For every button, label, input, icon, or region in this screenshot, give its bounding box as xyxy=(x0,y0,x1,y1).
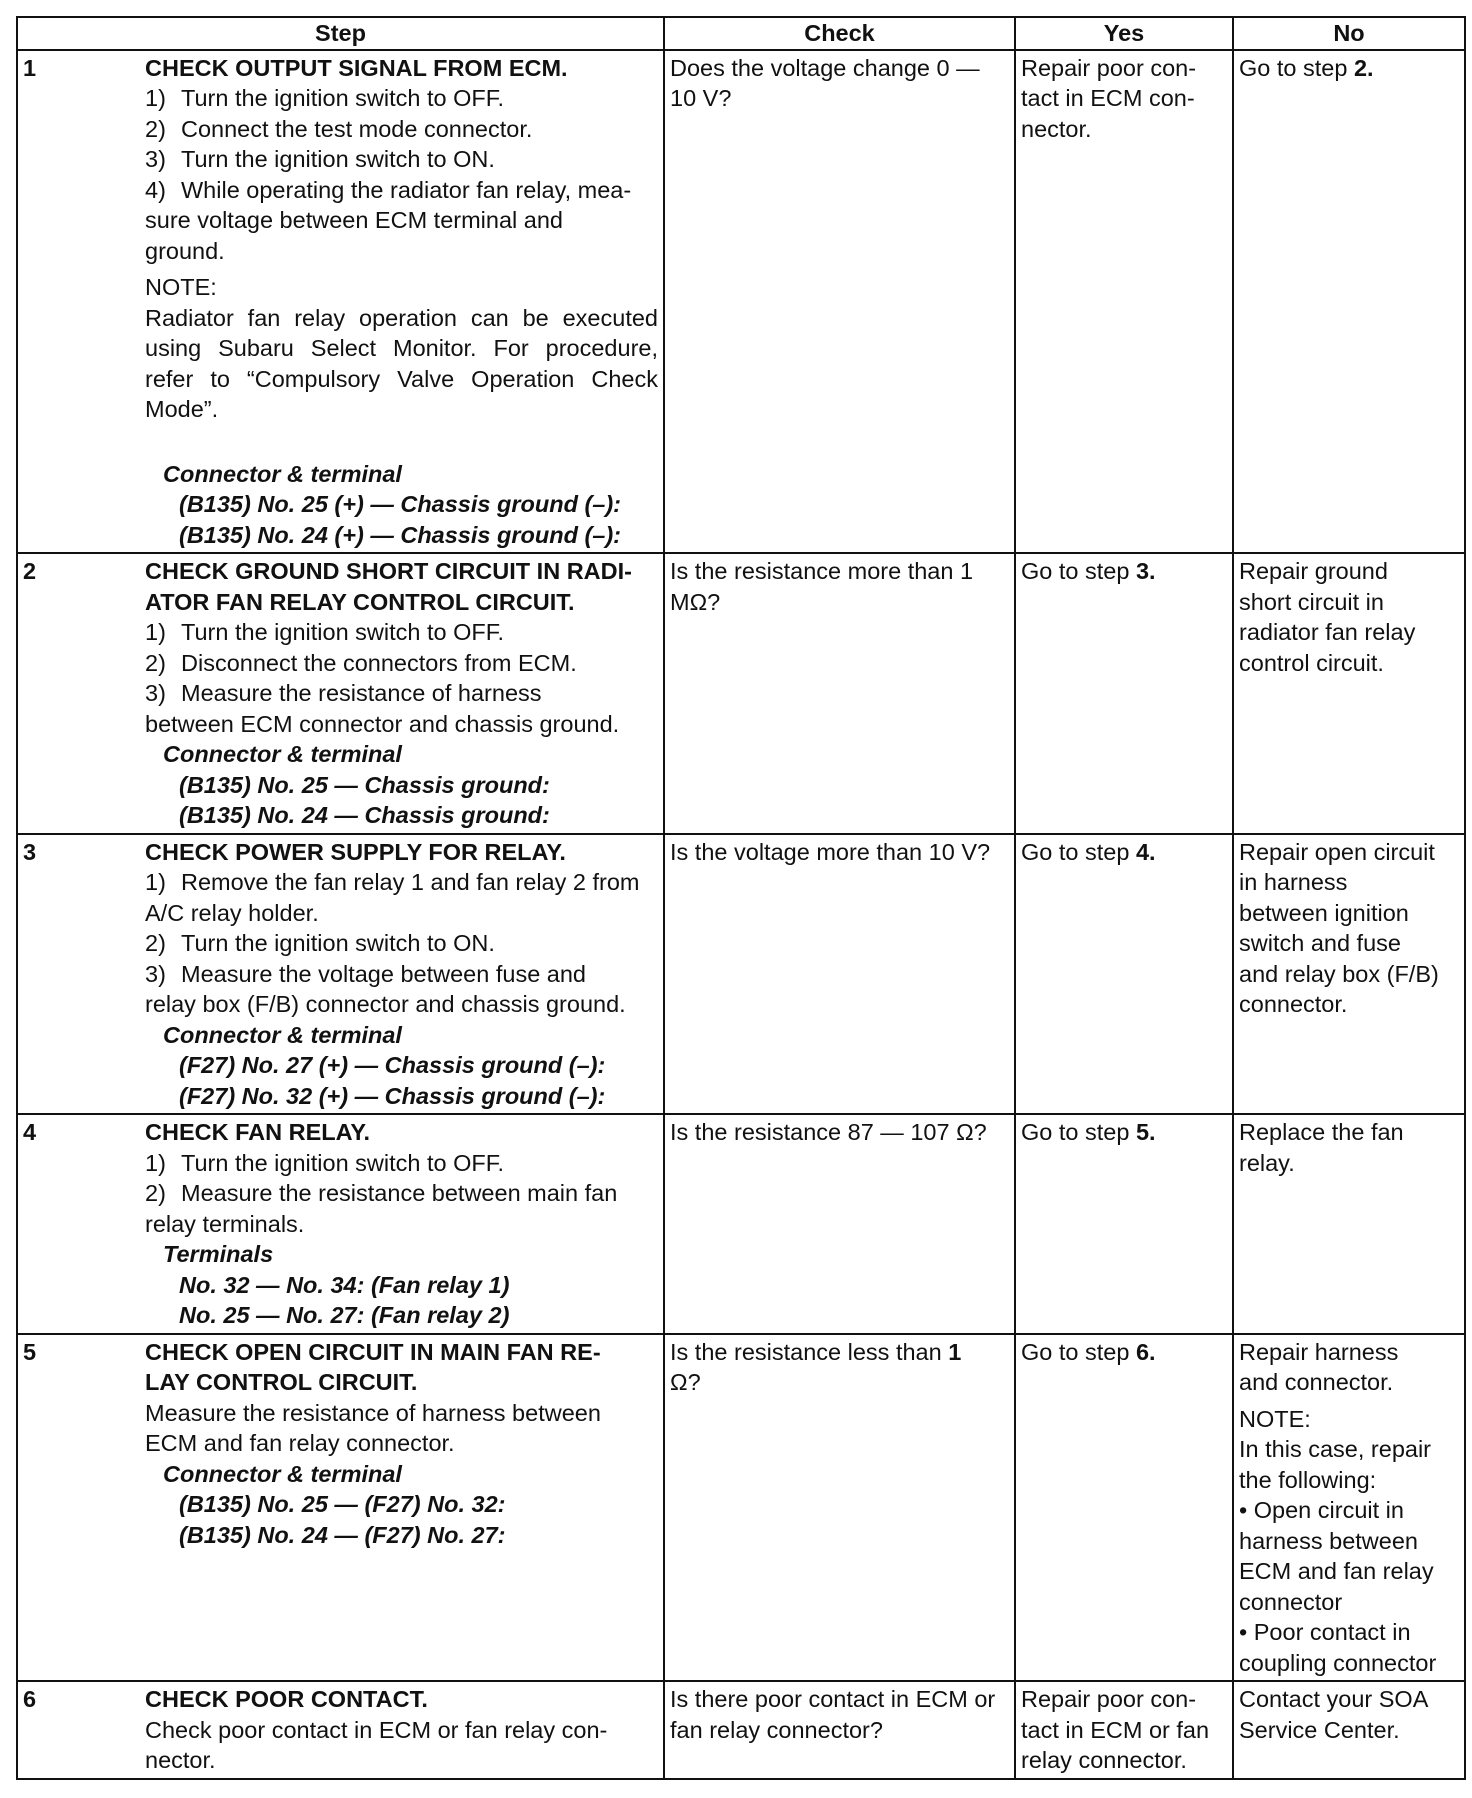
step-title: CHECK GROUND SHORT CIRCUIT IN RADI- xyxy=(145,558,632,584)
table-row xyxy=(17,834,1465,1115)
terminals-line: No. 32 — No. 34: (Fan relay 1) xyxy=(179,1271,510,1298)
diagnostic-table xyxy=(16,16,1466,1780)
note-label: NOTE: xyxy=(145,274,217,300)
step-number: 5 xyxy=(23,1338,37,1365)
step-cell xyxy=(17,1114,664,1334)
step-text: Check poor contact in ECM or fan relay con- xyxy=(145,1716,608,1743)
step-cell xyxy=(17,553,664,834)
table-row xyxy=(17,1114,1465,1334)
step-item: 2) Turn the ignition switch to ON. xyxy=(145,930,495,956)
step-title: CHECK OPEN CIRCUIT IN MAIN FAN RE- xyxy=(145,1338,601,1365)
connector-terminal-line: (F27) No. 27 (+) — Chassis ground (–): xyxy=(179,1052,606,1078)
step-cell xyxy=(17,1334,664,1682)
yes-cell: Repair poor con- tact in ECM con- nector. xyxy=(1015,50,1233,554)
step-item: 4) While operating the radiator fan relay, mea- xyxy=(145,176,632,203)
bullet-item: • Open circuit in harness between ECM and fan relay connector xyxy=(1239,1497,1434,1615)
step-item: 2) Measure the resistance between main fan xyxy=(145,1180,618,1206)
step-number: 3 xyxy=(23,838,37,865)
no-cell: Repair open circuit in harness between ignition switch and fuse and relay box (F/B) connector. xyxy=(1233,834,1465,1115)
connector-terminal-label: Connector & terminal xyxy=(163,460,402,487)
yes-cell: Go to step 3. xyxy=(1015,553,1233,834)
step-title: CHECK OUTPUT SIGNAL FROM ECM. xyxy=(145,54,568,81)
step-title: CHECK POOR CONTACT. xyxy=(145,1686,428,1712)
no-cell: Repair harness and connector. NOTE: In this case, repair the following: • Open circuit in harness between ECM and fan relay connector • Poor contact in coupling connector xyxy=(1233,1334,1465,1682)
step-number: 1 xyxy=(23,54,37,81)
step-number: 6 xyxy=(23,1686,37,1712)
yes-cell: Go to step 4. xyxy=(1015,834,1233,1115)
note-text: Radiator fan relay operation can be executed using Subaru Select Monitor. For procedure, refer to “Compulsory Valve Operation Check Mode”. xyxy=(145,304,658,422)
step-item: 3) Turn the ignition switch to ON. xyxy=(145,146,495,172)
step-item: 3) Measure the voltage between fuse and xyxy=(145,960,586,987)
connector-terminal-line: (B135) No. 25 — (F27) No. 32: xyxy=(179,1491,506,1517)
terminals-label: Terminals xyxy=(163,1241,274,1267)
header-yes: Yes xyxy=(1015,17,1233,50)
header-check: Check xyxy=(664,17,1015,50)
step-cell xyxy=(17,834,664,1115)
connector-terminal-label: Connector & terminal xyxy=(163,1460,402,1487)
step-title: CHECK FAN RELAY. xyxy=(145,1119,371,1145)
header-no: No xyxy=(1233,17,1465,50)
check-cell: Is the voltage more than 10 V? xyxy=(664,834,1015,1115)
step-text: Measure the resistance of harness between xyxy=(145,1399,601,1426)
step-item: 1) Turn the ignition switch to OFF. xyxy=(145,1149,505,1176)
check-cell: Is the resistance 87 — 107 Ω? xyxy=(664,1114,1015,1334)
yes-cell: Go to step 6. xyxy=(1015,1334,1233,1682)
step-item-cont: sure voltage between ECM terminal and xyxy=(145,207,563,233)
no-cell: Repair ground short circuit in radiator fan relay control circuit. xyxy=(1233,553,1465,834)
step-item: 1) Remove the fan relay 1 and fan relay 2 from xyxy=(145,869,640,895)
step-number: 4 xyxy=(23,1119,37,1145)
step-item-cont: relay terminals. xyxy=(145,1210,305,1237)
yes-cell: Go to step 5. xyxy=(1015,1114,1233,1334)
step-number: 2 xyxy=(23,558,37,584)
step-item: 2) Disconnect the connectors from ECM. xyxy=(145,649,577,676)
step-item-cont: ground. xyxy=(145,237,225,264)
check-cell: Is the resistance less than 1 Ω? xyxy=(664,1334,1015,1682)
table-row xyxy=(17,553,1465,834)
bullet-item: • Poor contact in coupling connector xyxy=(1239,1619,1437,1676)
no-cell: Go to step 2. xyxy=(1233,50,1465,554)
table-row xyxy=(17,50,1465,554)
table-row xyxy=(17,1334,1465,1682)
step-title: ATOR FAN RELAY CONTROL CIRCUIT. xyxy=(145,588,575,615)
no-cell: Contact your SOA Service Center. xyxy=(1233,1681,1465,1779)
step-item: 1) Turn the ignition switch to OFF. xyxy=(145,619,505,645)
step-cell xyxy=(17,1681,664,1779)
check-cell: Is there poor contact in ECM or fan relay connector? xyxy=(664,1681,1015,1779)
step-item-cont: A/C relay holder. xyxy=(145,899,319,926)
connector-terminal-line: (B135) No. 24 (+) — Chassis ground (–): xyxy=(179,521,622,548)
step-title: CHECK POWER SUPPLY FOR RELAY. xyxy=(145,838,566,865)
step-item: 2) Connect the test mode connector. xyxy=(145,115,533,142)
table-row xyxy=(17,1681,1465,1779)
step-item: 3) Measure the resistance of harness xyxy=(145,680,542,706)
yes-cell: Repair poor con- tact in ECM or fan relay connector. xyxy=(1015,1681,1233,1779)
step-item-cont: between ECM connector and chassis ground. xyxy=(145,710,620,737)
connector-terminal-line: (B135) No. 24 — (F27) No. 27: xyxy=(179,1521,506,1548)
connector-terminal-line: (F27) No. 32 (+) — Chassis ground (–): xyxy=(179,1082,606,1109)
connector-terminal-label: Connector & terminal xyxy=(163,741,402,767)
step-text: ECM and fan relay connector. xyxy=(145,1430,455,1456)
header-row xyxy=(17,17,1465,50)
check-cell: Is the resistance more than 1 MΩ? xyxy=(664,553,1015,834)
check-cell: Does the voltage change 0 — 10 V? xyxy=(664,50,1015,554)
step-item-cont: relay box (F/B) connector and chassis ground. xyxy=(145,991,626,1017)
connector-terminal-label: Connector & terminal xyxy=(163,1021,402,1048)
note-label: NOTE: xyxy=(1239,1405,1311,1432)
connector-terminal-line: (B135) No. 24 — Chassis ground: xyxy=(179,802,550,828)
connector-terminal-line: (B135) No. 25 (+) — Chassis ground (–): xyxy=(179,491,622,517)
terminals-line: No. 25 — No. 27: (Fan relay 2) xyxy=(179,1302,510,1328)
step-title: LAY CONTROL CIRCUIT. xyxy=(145,1369,418,1395)
step-item: 1) Turn the ignition switch to OFF. xyxy=(145,85,505,111)
connector-terminal-line: (B135) No. 25 — Chassis ground: xyxy=(179,771,550,798)
header-step: Step xyxy=(17,17,664,50)
step-text: nector. xyxy=(145,1747,216,1773)
no-cell: Replace the fan relay. xyxy=(1233,1114,1465,1334)
step-cell xyxy=(17,50,664,554)
